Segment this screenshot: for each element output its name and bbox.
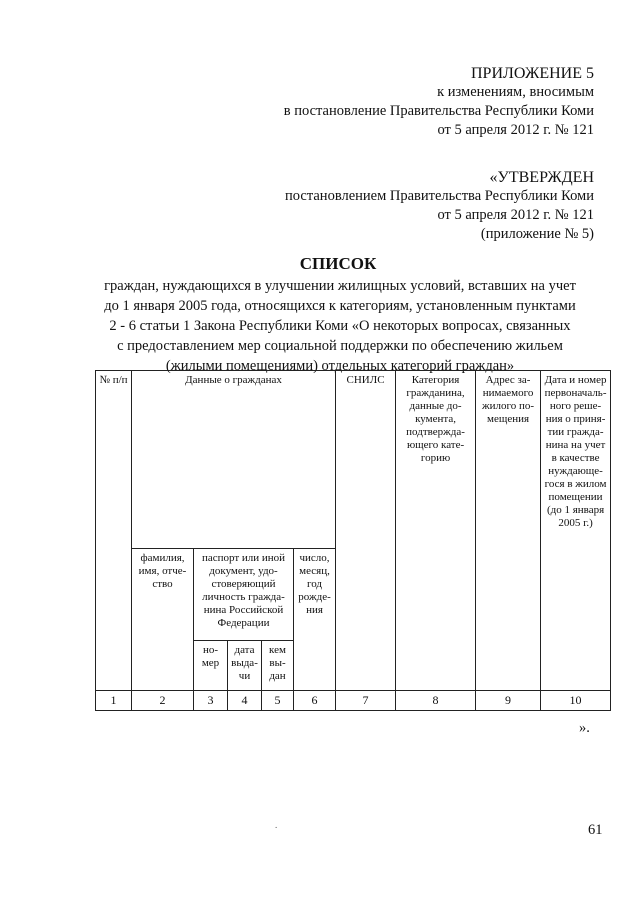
subheader-fio: фамилия, имя, отче-ство (132, 549, 194, 691)
column-number: 7 (336, 691, 396, 711)
column-number: 4 (228, 691, 262, 711)
appendix-header (284, 64, 594, 140)
subheader-number: но-мер (194, 641, 228, 691)
subheader-issue-date: дата выда-чи (228, 641, 262, 691)
citizens-table (95, 370, 611, 711)
column-number: 1 (96, 691, 132, 711)
subtitle-line: до 1 января 2005 года, относящихся к категориям, установленным пунктами (104, 298, 576, 314)
subtitle-line: граждан, нуждающихся в улучшении жилищных условий, вставших на учет (104, 278, 576, 294)
subheader-birth-date: число, месяц, год рожде-ния (294, 549, 336, 691)
column-number: 6 (294, 691, 336, 711)
subheader-passport: паспорт или иной документ, удо-стоверяющий личность гражда-нина Российской Федерации (194, 549, 294, 641)
column-number-row (96, 691, 611, 711)
subtitle-line: (жилыми помещениями) отдельных категорий граждан» (165, 358, 515, 374)
subtitle-line: с предоставлением мер социальной поддержки по обеспечению жильем (117, 338, 563, 354)
approved-title: «УТВЕРЖДЕН (489, 169, 594, 186)
approved-line: от 5 апреля 2012 г. № 121 (437, 207, 594, 223)
appendix-line: от 5 апреля 2012 г. № 121 (437, 122, 594, 138)
column-number: 2 (132, 691, 194, 711)
approved-header (285, 168, 594, 244)
column-number: 3 (194, 691, 228, 711)
scan-dot: . (275, 820, 278, 830)
document-subtitle (84, 276, 596, 376)
appendix-line: в постановление Правительства Республики Коми (283, 103, 594, 119)
header-category: Категория гражданина, данные до-кумента, подтвержда-ющего кате-горию (396, 371, 476, 691)
header-address: Адрес за-нимаемого жилого по-мещения (476, 371, 541, 691)
subtitle-line: 2 - 6 статьи 1 Закона Республики Коми «О некоторых вопросах, связанных (109, 318, 571, 334)
appendix-line: к изменениям, вносимым (437, 84, 594, 100)
header-snils: СНИЛС (336, 371, 396, 691)
column-number: 5 (262, 691, 294, 711)
header-decision-date: Дата и номер первоначаль-ного реше-ния о приня-тии граждa-нина на учет в качестве нуждающе-гося в жилом помещении (до 1 января 2005 г.) (541, 371, 611, 691)
subheader-issued-by: кем вы-дан (262, 641, 294, 691)
closing-quote: ». (579, 720, 590, 736)
appendix-title: ПРИЛОЖЕНИЕ 5 (470, 65, 594, 82)
page-number: 61 (588, 822, 603, 838)
approved-line: постановлением Правительства Республики Коми (285, 188, 594, 204)
approved-line: (приложение № 5) (480, 226, 594, 242)
column-number: 9 (476, 691, 541, 711)
header-citizen-data: Данные о гражданах (132, 371, 336, 549)
document-title: СПИСОК (299, 254, 377, 273)
column-number: 10 (541, 691, 611, 711)
column-number: 8 (396, 691, 476, 711)
header-num: № п/п (96, 371, 132, 691)
